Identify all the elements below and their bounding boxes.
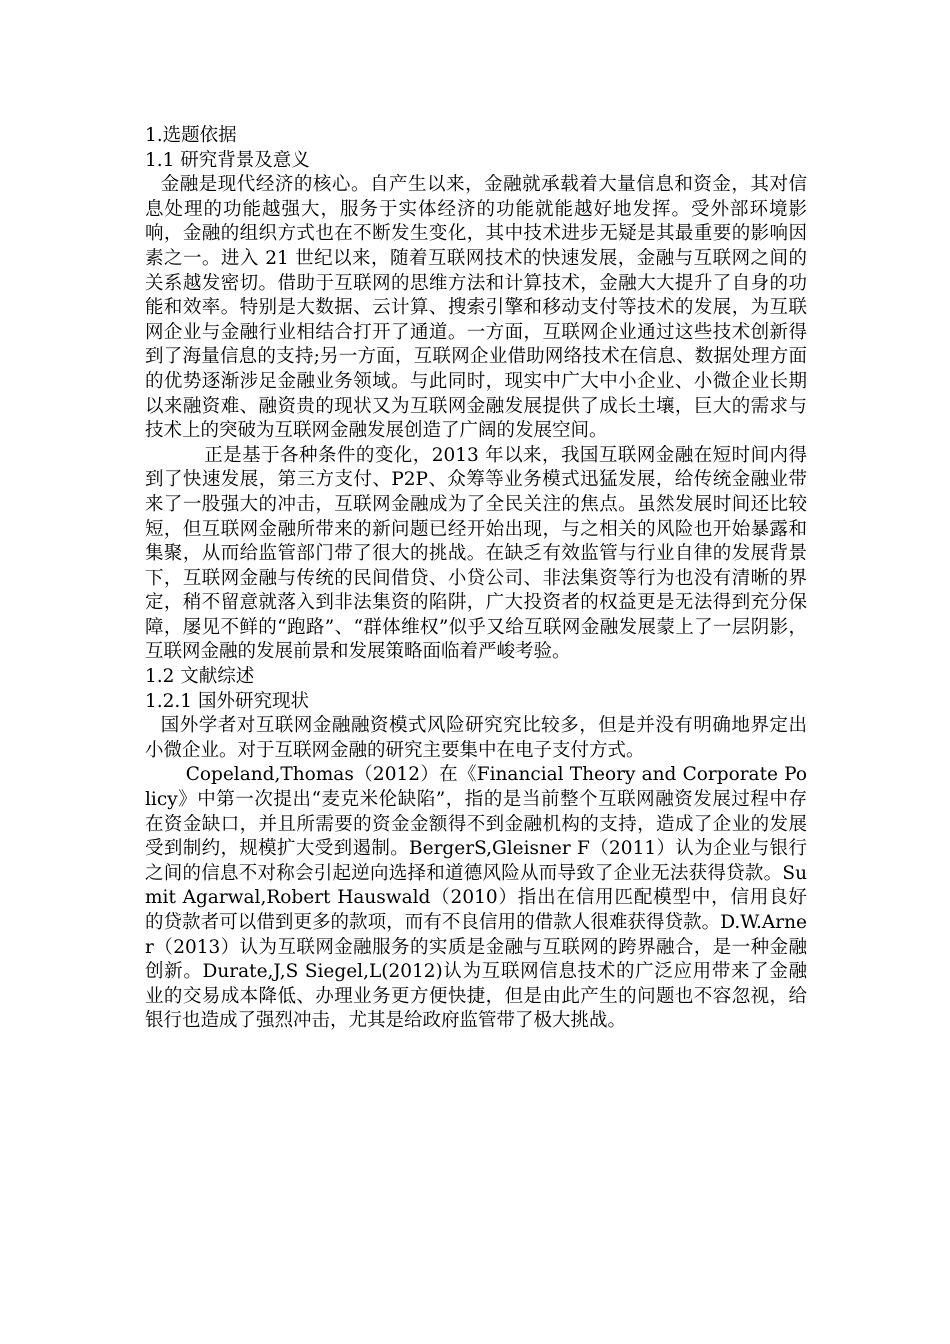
section-heading-1-1: 1.1 研究背景及意义	[145, 149, 310, 171]
section-heading-1-2-1: 1.2.1 国外研究现状	[145, 690, 309, 712]
section-heading-1: 1.选题依据	[145, 125, 237, 146]
paragraph-background: 金融是现代经济的核心。自产生以来，金融就承载着大量信息和资金，其对信息处理的功能越强大，服务于实体经济的功能就能越好地发挥。受外部环境影响，金融的组织方式也在不断发生变化，其中技术进步无疑是其最重要的影响因素之一。进入 21 世纪以来，随着互联网技术的快速发展，金融与互联网之间的关系越发密切。借助于互联网的思维方法和计算技术，金融大大提升了自身的功能和效率。特别是大数据、云计算、搜索引擎和移动支付等技术的发展，为互联网企业与金融行业相结合打开了通道。一方面，互联网企业通过这些技术创新得到了海量信息的支持;另一方面，互联网企业借助网络技术在信息、数据处理方面的优势逐渐涉足金融业务领域。与此同时，现实中广大中小企业、小微企业长期以来融资难、融资贵的现状又为互联网金融发展提供了成长土壤，巨大的需求与技术上的突破为互联网金融发展创造了广阔的发展空间。	[145, 174, 807, 442]
paragraph-literature: Copeland,Thomas（2012）在《Financial Theory and Corporate Policy》中第一次提出“麦克米伦缺陷”，指的是当前整个互联网融资发展过程中存在资金缺口，并且所需要的资金金额得不到金融机构的支持，造成了企业的发展受到制约，规模扩大受到遏制。BergerS,Gleisner F（2011）认为企业与银行之间的信息不对称会引起逆向选择和道德风险从而导致了企业无法获得贷款。Sumit Agarwal,Robert Hauswald（2010）指出在信用匹配模型中，信用良好的贷款者可以借到更多的款项，而有不良信用的借款人很难获得贷款。D.W.Arner（2013）认为互联网金融服务的实质是金融与互联网的跨界融合，是一种金融创新。Durate,J,S Siegel,L(2012)认为互联网信息技术的广泛应用带来了金融业的交易成本降低、办理业务更方便快捷，但是由此产生的问题也不容忽视，给银行也造成了强烈冲击，尤其是给政府监管带了极大挑战。	[145, 764, 807, 1032]
section-heading-1-2: 1.2 文献综述	[145, 666, 255, 688]
paragraph-foreign-research: 国外学者对互联网金融融资模式风险研究究比较多，但是并没有明确地界定出小微企业。对于互联网金融的研究主要集中在电子支付方式。	[145, 715, 807, 761]
document-body	[145, 124, 807, 1034]
paragraph-development: 正是基于各种条件的变化，2013 年以来，我国互联网金融在短时间内得到了快速发展，第三方支付、P2P、众筹等业务模式迅猛发展，给传统金融业带来了一股强大的冲击，互联网金融成为了全民关注的焦点。虽然发展时间还比较短，但互联网金融所带来的新问题已经开始出现，与之相关的风险也开始暴露和集聚，从而给监管部门带了很大的挑战。在缺乏有效监管与行业自律的发展背景下，互联网金融与传统的民间借贷、小贷公司、非法集资等行为也没有清晰的界定，稍不留意就落入到非法集资的陷阱，广大投资者的权益更是无法得到充分保障，屡见不鲜的“跑路”、“群体维权”似乎又给互联网金融发展蒙上了一层阴影，互联网金融的发展前景和发展策略面临着严峻考验。	[145, 444, 807, 663]
